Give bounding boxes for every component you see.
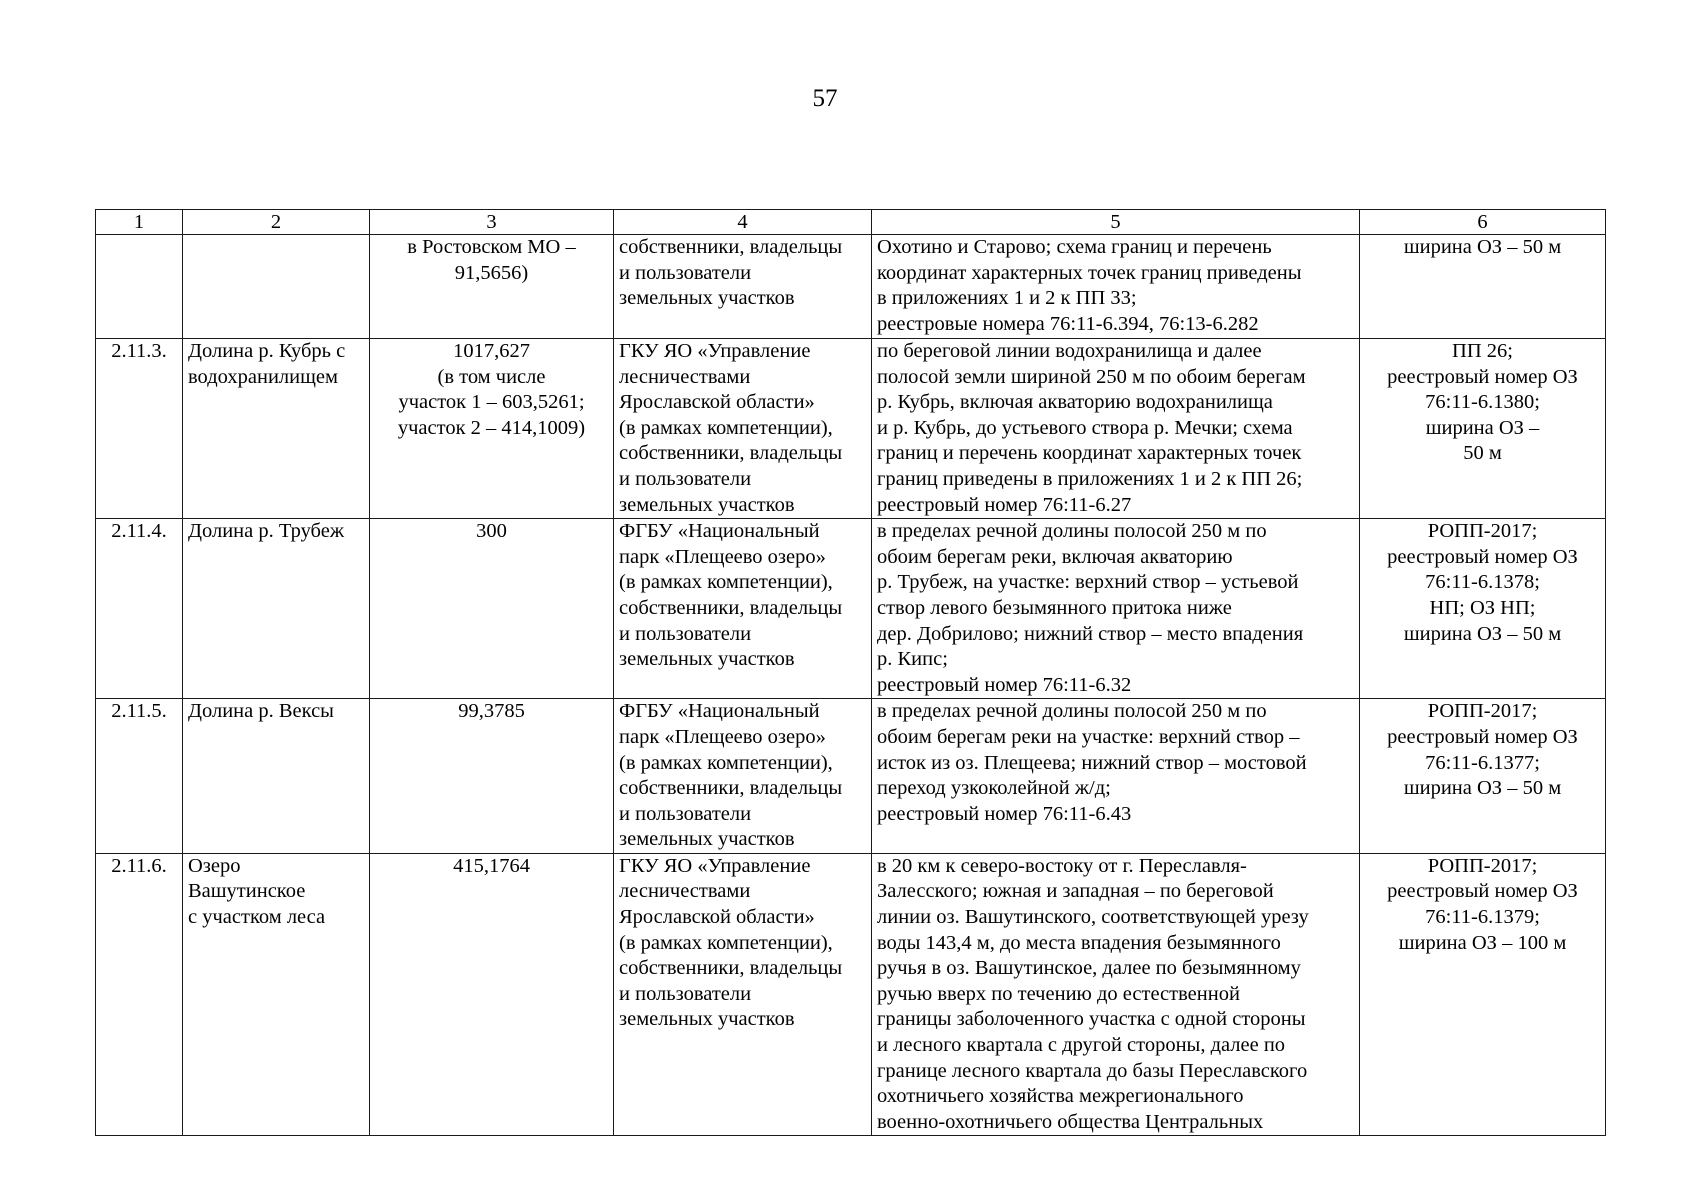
row-number-cell: 2.11.4.: [96, 519, 183, 699]
notes-cell: РОПП-2017; реестровый номер ОЗ 76:11-6.1379; ширина ОЗ – 100 м: [1360, 853, 1606, 1136]
zone-name-cell: Долина р. Кубрь с водохранилищем: [183, 339, 370, 519]
column-header: 3: [370, 210, 614, 235]
table-row: [96, 339, 1606, 519]
responsible-cell: ФГБУ «Национальный парк «Плещеево озеро» (в рамках компетенции), собственники, владельцы и пользователи земельных участков: [614, 519, 872, 699]
zone-name-cell: Долина р. Трубеж: [183, 519, 370, 699]
notes-cell: РОПП-2017; реестровый номер ОЗ 76:11-6.1378; НП; ОЗ НП; ширина ОЗ – 50 м: [1360, 519, 1606, 699]
area-cell: в Ростовском МО – 91,5656): [370, 235, 614, 339]
row-number-cell: [96, 235, 183, 339]
table-row: [96, 853, 1606, 1136]
responsible-cell: ФГБУ «Национальный парк «Плещеево озеро» (в рамках компетенции), собственники, владельцы и пользователи земельных участков: [614, 699, 872, 854]
notes-cell: ширина ОЗ – 50 м: [1360, 235, 1606, 339]
description-cell: в пределах речной долины полосой 250 м по обоим берегам реки, включая акваторию р. Трубеж, на участке: верхний створ – устьевой створ левого безымянного притока ниже дер. Добрилово; нижний створ – место впадения р. Кипс; реестровый номер 76:11-6.32: [872, 519, 1360, 699]
table-header-row: [96, 210, 1606, 235]
zone-name-cell: Долина р. Вексы: [183, 699, 370, 854]
row-number-cell: 2.11.6.: [96, 853, 183, 1136]
area-cell: 300: [370, 519, 614, 699]
column-header: 1: [96, 210, 183, 235]
description-cell: в пределах речной долины полосой 250 м по обоим берегам реки на участке: верхний створ – исток из оз. Плещеева; нижний створ – мостовой переход узкоколейной ж/д; реестровый номер 76:11-6.43: [872, 699, 1360, 854]
description-cell: по береговой линии водохранилища и далее полосой земли шириной 250 м по обоим берегам р. Кубрь, включая акваторию водохранилища и р. Кубрь, до устьевого створа р. Мечки; схема границ и перечень координат характерных точек границ приведены в приложениях 1 и 2 к ПП 26; реестровый номер 76:11-6.27: [872, 339, 1360, 519]
zone-name-cell: Озеро Вашутинское с участком леса: [183, 853, 370, 1136]
table-row: [96, 519, 1606, 699]
column-header: 4: [614, 210, 872, 235]
table-row: [96, 699, 1606, 854]
responsible-cell: ГКУ ЯО «Управление лесничествами Ярославской области» (в рамках компетенции), собственники, владельцы и пользователи земельных участков: [614, 853, 872, 1136]
column-header: 5: [872, 210, 1360, 235]
table-row: [96, 235, 1606, 339]
column-header: 2: [183, 210, 370, 235]
page-number: 57: [812, 85, 838, 112]
responsible-cell: собственники, владельцы и пользователи земельных участков: [614, 235, 872, 339]
row-number-cell: 2.11.3.: [96, 339, 183, 519]
area-cell: 1017,627 (в том числе участок 1 – 603,5261; участок 2 – 414,1009): [370, 339, 614, 519]
column-header: 6: [1360, 210, 1606, 235]
responsible-cell: ГКУ ЯО «Управление лесничествами Ярославской области» (в рамках компетенции), собственники, владельцы и пользователи земельных участков: [614, 339, 872, 519]
area-cell: 99,3785: [370, 699, 614, 854]
notes-cell: ПП 26; реестровый номер ОЗ 76:11-6.1380; ширина ОЗ – 50 м: [1360, 339, 1606, 519]
zone-name-cell: [183, 235, 370, 339]
description-cell: Охотино и Старово; схема границ и перечень координат характерных точек границ приведены в приложениях 1 и 2 к ПП 33; реестровые номера 76:11-6.394, 76:13-6.282: [872, 235, 1360, 339]
area-cell: 415,1764: [370, 853, 614, 1136]
row-number-cell: 2.11.5.: [96, 699, 183, 854]
description-cell: в 20 км к северо-востоку от г. Переславля- Залесского; южная и западная – по береговой линии оз. Вашутинского, соответствующей урезу воды 143,4 м, до места впадения безымянного ручья в оз. Вашутинское, далее по безымянному ручью вверх по течению до естественной границы заболоченного участка с одной стороны и лесного квартала с другой стороны, далее по границе лесного квартала до базы Переславского охотничьего хозяйства межрегионального военно-охотничьего общества Центральных: [872, 853, 1360, 1136]
zones-table: [95, 209, 1606, 1136]
notes-cell: РОПП-2017; реестровый номер ОЗ 76:11-6.1377; ширина ОЗ – 50 м: [1360, 699, 1606, 854]
